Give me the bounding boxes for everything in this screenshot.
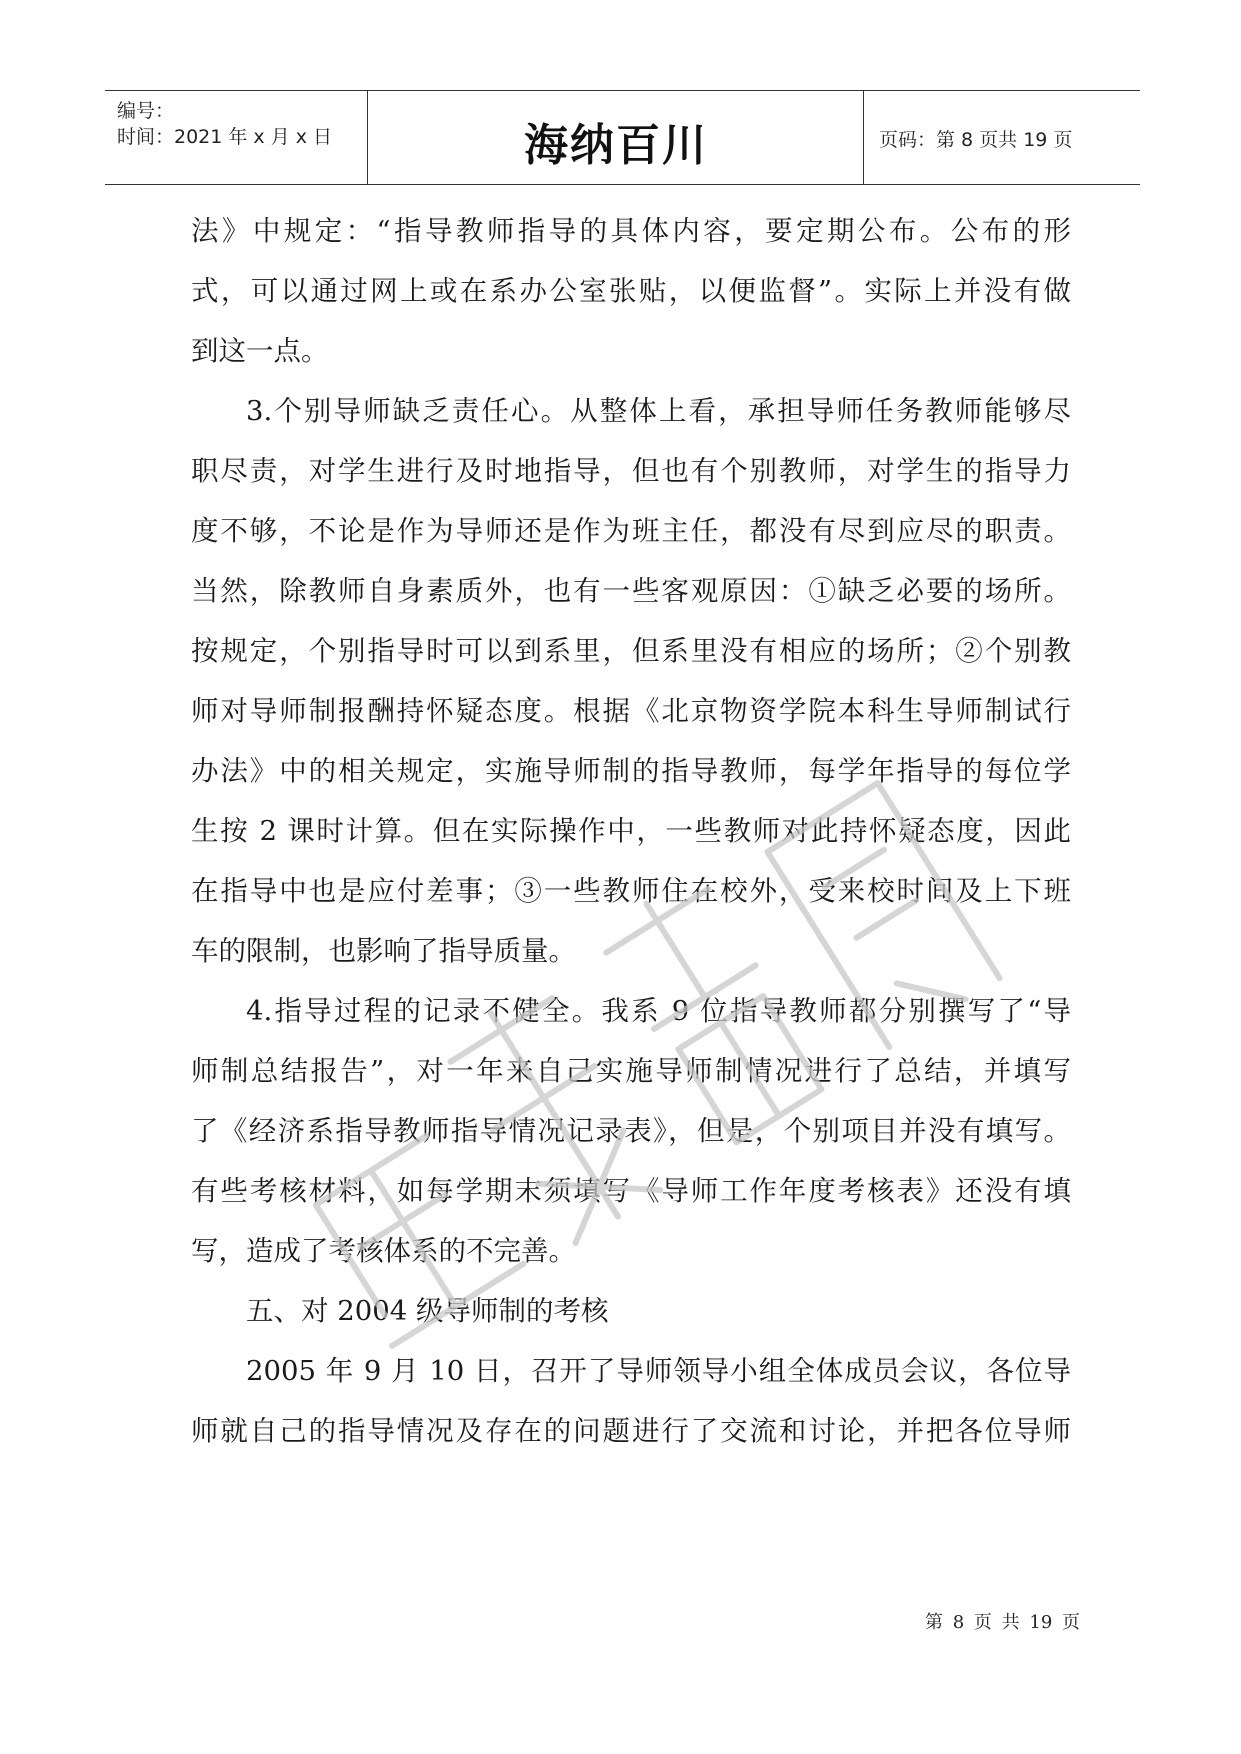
- body-line: 了《经济系指导教师指导情况记录表》，但是，个别项目并没有填写。: [191, 1115, 1071, 1147]
- body-line: 式，可以通过网上或在系办公室张贴，以便监督”。实际上并没有做: [191, 275, 1071, 307]
- body-line: 按规定，个别指导时可以到系里，但系里没有相应的场所；②个别教: [191, 635, 1071, 667]
- body-line: 办法》中的相关规定，实施导师制的指导教师，每学年指导的每位学: [191, 755, 1071, 787]
- body-line: 职尽责，对学生进行及时地指导，但也有个别教师，对学生的指导力: [191, 455, 1071, 487]
- body-line: 师制总结报告”，对一年来自己实施导师制情况进行了总结，并填写: [191, 1055, 1071, 1087]
- body-line: 师就自己的指导情况及存在的问题进行了交流和讨论，并把各位导师: [191, 1415, 1071, 1447]
- body-line: 度不够，不论是作为导师还是作为班主任，都没有尽到应尽的职责。: [191, 515, 1071, 547]
- date-label: 时间：2021 年 x 月 x 日: [117, 126, 333, 148]
- body-line: 到这一点。: [191, 335, 329, 367]
- body-line: 有些考核材料，如每学期末须填写《导师工作年度考核表》还没有填: [191, 1175, 1071, 1207]
- body-line: 2005 年 9 月 10 日，召开了导师领导小组全体成员会议，各位导: [246, 1355, 1071, 1387]
- header-page-number: 页码：第 8 页共 19 页: [879, 129, 1073, 151]
- body-line: 在指导中也是应付差事；③一些教师住在校外，受来校时间及上下班: [191, 875, 1071, 907]
- body-line: 写，造成了考核体系的不完善。: [191, 1235, 576, 1267]
- serial-number-label: 编号：: [117, 100, 175, 122]
- section-heading: 五、对 2004 级导师制的考核: [246, 1295, 609, 1327]
- body-line: 3.个别导师缺乏责任心。从整体上看，承担导师任务教师能够尽: [246, 395, 1071, 427]
- body-line: 当然，除教师自身素质外，也有一些客观原因：①缺乏必要的场所。: [191, 575, 1071, 607]
- company-name: 海纳百川: [524, 120, 708, 171]
- body-line: 4.指导过程的记录不健全。我系 9 位指导教师都分别撰写了“导: [246, 995, 1071, 1027]
- body-line: 生按 2 课时计算。但在实际操作中，一些教师对此持怀疑态度，因此: [191, 815, 1071, 847]
- footer-page-number: 第 8 页 共 19 页: [925, 1612, 1080, 1633]
- body-line: 法》中规定：“指导教师指导的具体内容，要定期公布。公布的形: [191, 215, 1071, 247]
- body-line: 师对导师制报酬持怀疑态度。根据《北京物资学院本科生导师制试行: [191, 695, 1071, 727]
- body-line: 车的限制，也影响了指导质量。: [191, 935, 576, 967]
